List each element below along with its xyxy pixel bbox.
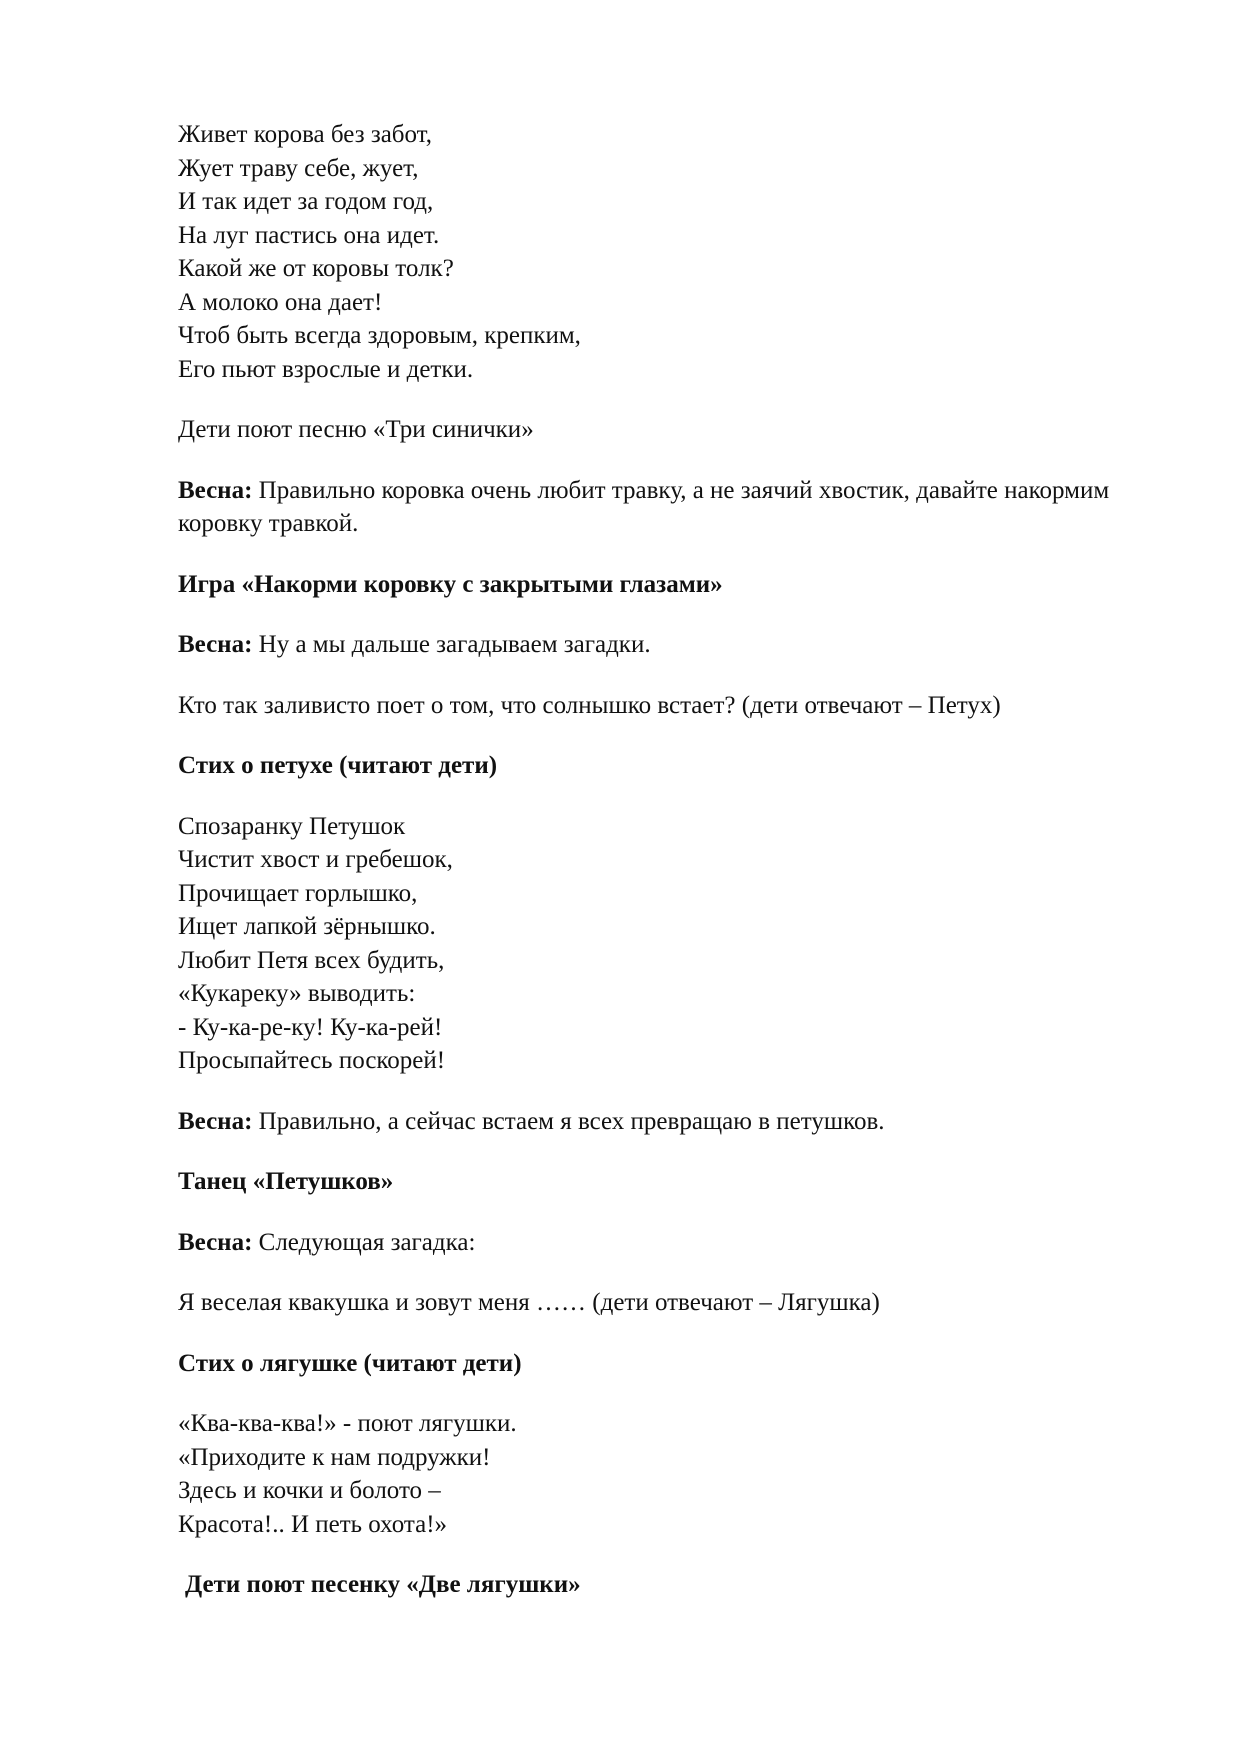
poem-line: Прочищает горлышко, (178, 879, 418, 907)
poem-line: Какой же от коровы толк? (178, 255, 454, 282)
spring-roosters-remark (178, 1105, 1168, 1139)
game-heading: Игра «Накорми коровку с закрытыми глазами» (178, 570, 723, 598)
poem-line: Красота!.. И петь охота!» (178, 1510, 448, 1538)
remark-text: Правильно коровка очень любит травку, а не заячий хвостик, давайте накормим коровку травкой. (178, 476, 1110, 537)
poem-line: На луг пастись она идет. (178, 221, 440, 249)
frog-riddle: Я веселая квакушка и зовут меня …… (дети отвечают – Лягушка) (178, 1289, 880, 1316)
poem-line: Ищет лапкой зёрнышко. (178, 913, 436, 940)
spring-riddles-remark (178, 628, 1168, 662)
poem-line: Любит Петя всех будить, (178, 946, 445, 974)
poem-line: Живет корова без забот, (178, 121, 432, 148)
poem-line: Чтоб быть всегда здоровым, крепким, (178, 322, 581, 349)
poem-line: «Кукареку» выводить: (178, 980, 416, 1007)
frog-poem-heading: Стих о лягушке (читают дети) (178, 1349, 522, 1377)
spring-next-remark (178, 1226, 1168, 1260)
speaker-label: Весна: (178, 631, 253, 658)
rooster-riddle: Кто так заливисто поет о том, что солнышко встает? (дети отвечают – Петух) (178, 691, 1001, 719)
remark-text: Ну а мы дальше загадываем загадки. (252, 631, 651, 658)
rooster-poem (178, 810, 1168, 1078)
poem-line: Жует траву себе, жует, (178, 154, 419, 182)
remark-text: Правильно, а сейчас встаем я всех превращаю в петушков. (252, 1107, 885, 1135)
poem-line: Здесь и кочки и болото – (178, 1477, 441, 1504)
song-three-tits: Дети поют песню «Три синички» (178, 416, 534, 443)
poem-line: «Ква-ква-ква!» - поют лягушки. (178, 1410, 517, 1437)
cow-poem (178, 118, 1168, 386)
poem-line: Чистит хвост и гребешок, (178, 846, 453, 873)
poem-line: Его пьют взрослые и детки. (178, 355, 474, 383)
speaker-label: Весна: (178, 1228, 253, 1256)
frog-song-heading: Дети поют песенку «Две лягушки» (185, 1571, 581, 1598)
poem-line: Спозаранку Петушок (178, 812, 406, 840)
rooster-poem-heading: Стих о петухе (читают дети) (178, 752, 498, 779)
document-page (178, 118, 1168, 1629)
poem-line: И так идет за годом год, (178, 188, 434, 215)
remark-text: Следующая загадка: (252, 1228, 476, 1256)
poem-line: А молоко она дает! (178, 288, 383, 316)
speaker-label: Весна: (178, 1107, 253, 1135)
poem-line: - Ку-ка-ре-ку! Ку-ка-рей! (178, 1013, 443, 1041)
speaker-label: Весна: (178, 476, 253, 504)
frog-poem (178, 1407, 1168, 1541)
spring-feed-remark (178, 474, 1158, 541)
dance-heading: Танец «Петушков» (178, 1168, 394, 1195)
poem-line: Просыпайтесь поскорей! (178, 1047, 446, 1074)
poem-line: «Приходите к нам подружки! (178, 1443, 491, 1471)
